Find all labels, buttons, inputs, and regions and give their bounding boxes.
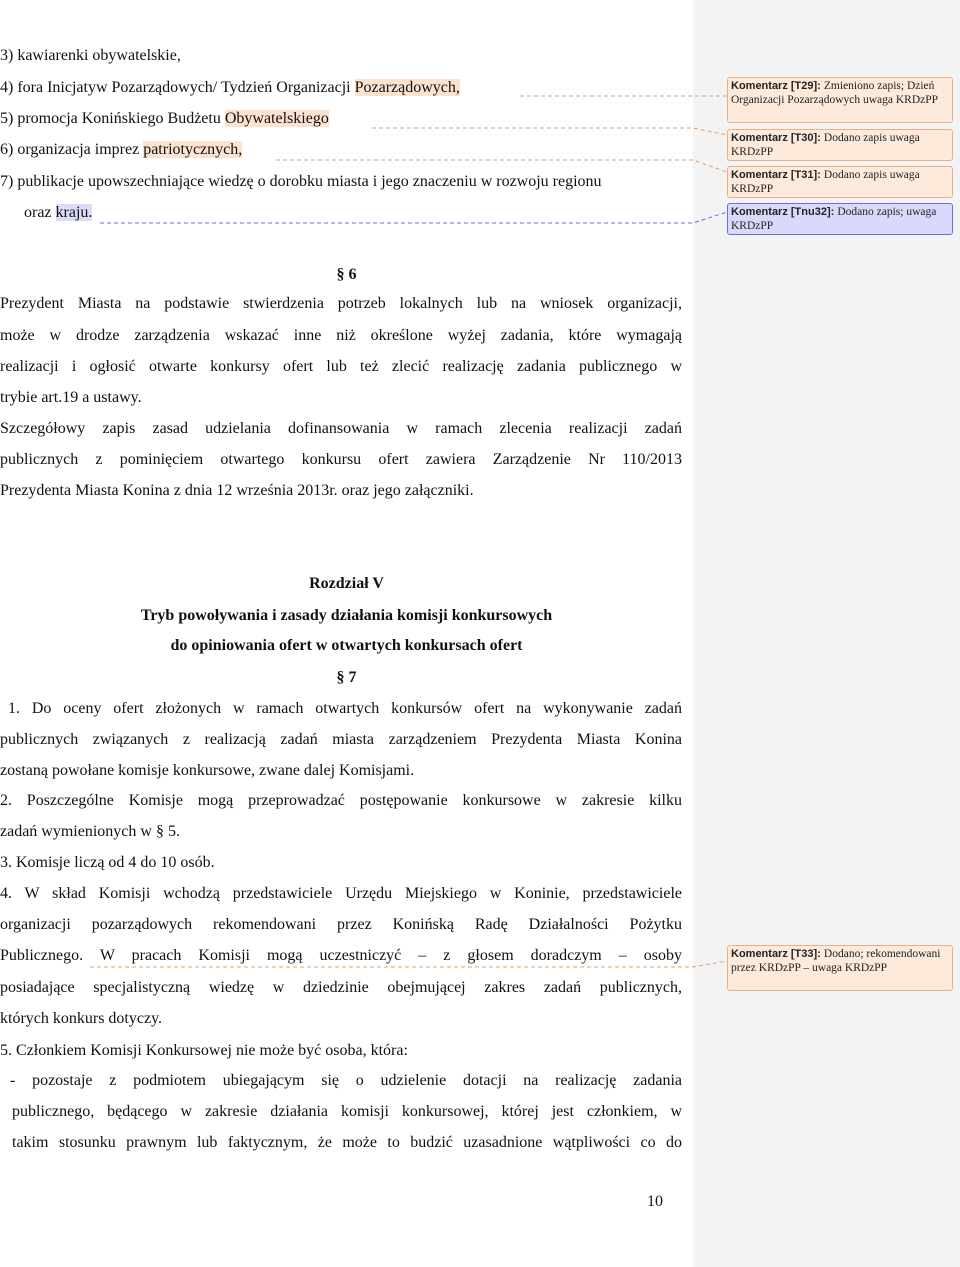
section-heading: § 6 (336, 266, 357, 283)
comment-leader-line (100, 212, 727, 223)
paragraph-line: trybie art.19 a ustawy. (0, 389, 142, 406)
paragraph-line: realizacji i ogłosić otwarte konkursy ofert lub też zlecić realizację zadania publicznego w (0, 358, 682, 375)
list-item (0, 109, 329, 129)
list-item (0, 46, 181, 66)
paragraph-line: 4. W skład Komisji wchodzą przedstawiciele Urzędu Miejskiego w Koninie, przedstawiciele (0, 885, 682, 902)
paragraph-line: Publicznego. W pracach Komisji mogą uczestniczyć – z głosem doradczym – osoby (0, 947, 682, 964)
comment-author: Komentarz [T30]: (731, 132, 824, 144)
list-item (0, 140, 242, 160)
highlighted-text: kraju. (55, 204, 93, 221)
comment-balloon (727, 945, 953, 991)
section-heading: § 7 (336, 669, 357, 686)
comment-text: Dodano zapis uwaga KRDzPP (731, 169, 920, 195)
comment-author: Komentarz [T31]: (731, 169, 824, 181)
highlighted-text: patriotycznych, (143, 141, 243, 158)
paragraph-line: których konkurs dotyczy. (0, 1010, 163, 1027)
page-number: 10 (647, 1193, 663, 1210)
comment-author: Komentarz [T33]: (731, 948, 824, 960)
comment-text: Dodano zapis uwaga KRDzPP (731, 132, 920, 158)
paragraph-line: Prezydent Miasta na podstawie stwierdzenia potrzeb lokalnych lub na wniosek organizacji, (0, 295, 682, 312)
list-item (24, 203, 92, 223)
list-item-text: 7) publikacje upowszechniające wiedzę o dorobku miasta i jego znaczeniu w rozwoju regionu (0, 173, 602, 190)
paragraph-line: publicznych związanych z realizacją zadań miasta zarządzeniem Prezydenta Miasta Konina (0, 731, 682, 748)
comment-balloon (727, 77, 953, 123)
list-item-text: 5) promocja Konińskiego Budżetu (0, 110, 225, 127)
chapter-subtitle: do opiniowania ofert w otwartych konkursach ofert (170, 637, 523, 654)
paragraph-line: - pozostaje z podmiotem ubiegającym się o udzielenie dotacji na realizację zadania (10, 1072, 682, 1089)
comment-balloon (727, 166, 953, 198)
list-item-text: 3) kawiarenki obywatelskie, (0, 47, 181, 64)
paragraph-line: publicznego, będącego w zakresie działania komisji konkursowej, której jest członkiem, w (12, 1103, 682, 1120)
comment-balloon (727, 203, 953, 235)
list-item-text: oraz (24, 204, 56, 221)
comment-author: Komentarz [Tnu32]: (731, 206, 838, 218)
list-item-text: 6) organizacja imprez (0, 141, 144, 158)
paragraph-line: organizacji pozarządowych rekomendowani przez Konińską Radę Działalności Pożytku (0, 916, 682, 933)
comment-text: Dodano zapis; uwaga KRDzPP (731, 206, 937, 232)
paragraph-line: może w drodze zarządzenia wskazać inne niż określone wyżej zadania, które wymagają (0, 327, 682, 344)
paragraph-line: Prezydenta Miasta Konina z dnia 12 września 2013r. oraz jego załączniki. (0, 482, 474, 499)
list-item (0, 78, 460, 98)
paragraph-line: 5. Członkiem Komisji Konkursowej nie może być osoba, która: (0, 1042, 408, 1059)
paragraph-line: zostaną powołane komisje konkursowe, zwane dalej Komisjami. (0, 762, 415, 779)
highlighted-text: Obywatelskiego (224, 110, 329, 127)
chapter-title: Rozdział V (309, 575, 384, 592)
comment-leader-line (276, 160, 727, 172)
comment-text: Zmieniono zapis; Dzień Organizacji Pozarządowych uwaga KRDzPP (731, 80, 939, 106)
paragraph-line: zadań wymienionych w § 5. (0, 823, 180, 840)
paragraph-line: 1. Do oceny ofert złożonych w ramach otwartych konkursów ofert na wykonywanie zadań (8, 700, 682, 717)
paragraph-line: publicznych z pominięciem otwartego konkursu ofert zawiera Zarządzenie Nr 110/2013 (0, 451, 682, 468)
paragraph-line: 2. Poszczególne Komisje mogą przeprowadzać postępowanie konkursowe w zakresie kilku (0, 792, 682, 809)
paragraph-line: Szczegółowy zapis zasad udzielania dofinansowania w ramach zlecenia realizacji zadań (0, 420, 682, 437)
chapter-subtitle: Tryb powoływania i zasady działania komisji konkursowych (140, 607, 553, 624)
list-item-text: 4) fora Inicjatyw Pozarządowych/ Tydzień Organizacji (0, 79, 355, 96)
comment-balloon (727, 129, 953, 161)
highlighted-text: Pozarządowych, (354, 79, 460, 96)
paragraph-line: takim stosunku prawnym lub faktycznym, że może to budzić uzasadnione wątpliwości co do (12, 1134, 682, 1151)
comment-leader-line (372, 128, 727, 135)
list-item (0, 172, 602, 192)
paragraph-line: 3. Komisje liczą od 4 do 10 osób. (0, 854, 215, 871)
paragraph-line: posiadające specjalistyczną wiedzę w dziedzinie obejmującej zakres zadań publicznych, (0, 979, 682, 996)
comment-text: Dodano; rekomendowani przez KRDzPP – uwaga KRDzPP (731, 948, 941, 974)
comment-author: Komentarz [T29]: (731, 80, 824, 92)
